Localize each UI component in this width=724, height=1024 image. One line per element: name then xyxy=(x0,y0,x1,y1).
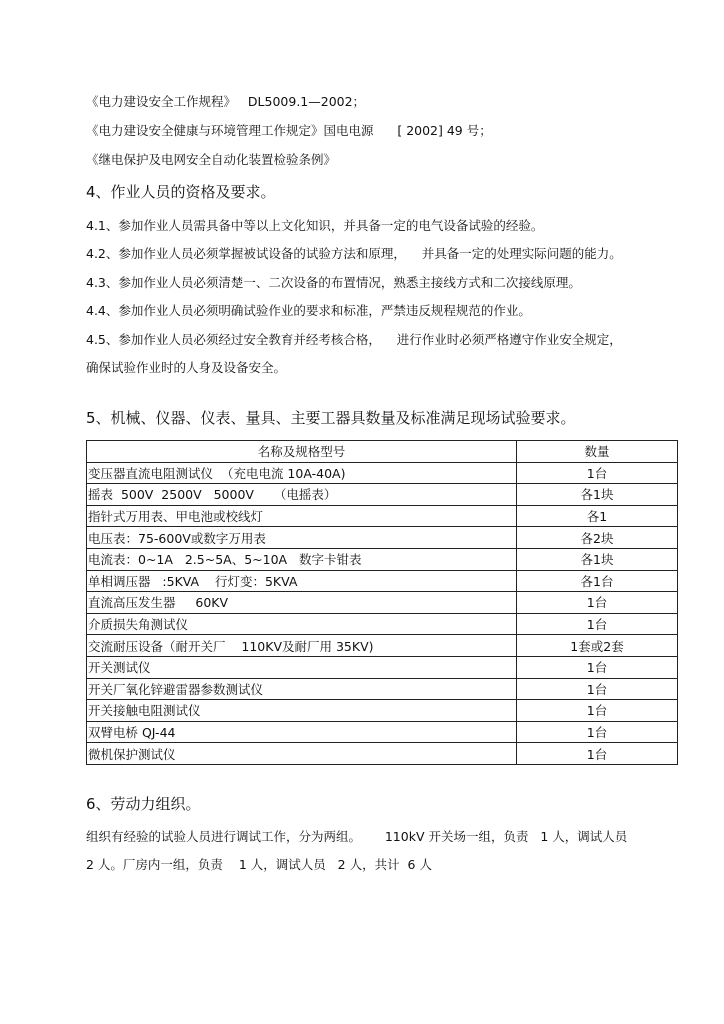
reference-line: 《继电保护及电网安全自动化装置检验条例》 xyxy=(86,152,337,167)
equipment-table xyxy=(86,440,678,765)
table-row xyxy=(87,656,678,678)
equipment-quantity: 各2块 xyxy=(517,527,678,549)
table-row xyxy=(87,484,678,506)
equipment-quantity: 1台 xyxy=(517,678,678,700)
column-header-name: 名称及规格型号 xyxy=(87,441,517,463)
equipment-quantity: 1台 xyxy=(517,592,678,614)
equipment-quantity: 1台 xyxy=(517,656,678,678)
table-row xyxy=(87,570,678,592)
equipment-quantity: 1台 xyxy=(517,462,678,484)
requirement-item: 4.1、参加作业人员需具备中等以上文化知识，并具备一定的电气设备试验的经验。 xyxy=(86,218,544,233)
equipment-name: 介质损失角测试仪 xyxy=(87,613,517,635)
table-row xyxy=(87,700,678,722)
table-row xyxy=(87,613,678,635)
paragraph-line: 组织有经验的试验人员进行调试工作，分为两组。 110kV 开关场一组，负责 1 人，调试人员 xyxy=(86,829,628,844)
equipment-name: 电流表：0~1A 2.5~5A、5~10A 数字卡钳表 xyxy=(87,548,517,570)
table-row xyxy=(87,721,678,743)
equipment-quantity: 1台 xyxy=(517,721,678,743)
reference-line: 《电力建设安全工作规程》 DL5009.1—2002； xyxy=(86,94,366,109)
equipment-quantity: 各1台 xyxy=(517,570,678,592)
table-row xyxy=(87,678,678,700)
equipment-name: 变压器直流电阻测试仪 （充电电流 10A-40A) xyxy=(87,462,517,484)
section-5-heading: 5、机械、仪器、仪表、量具、主要工器具数量及标准满足现场试验要求。 xyxy=(86,409,576,427)
equipment-name: 指针式万用表、甲电池或校线灯 xyxy=(87,505,517,527)
table-header-row xyxy=(87,441,678,463)
equipment-name: 单相调压器 :5KVA 行灯变：5KVA xyxy=(87,570,517,592)
table-row xyxy=(87,527,678,549)
equipment-name: 交流耐压设备（耐开关厂 110KV及耐厂用 35KV) xyxy=(87,635,517,657)
equipment-name: 电压表：75-600V或数字万用表 xyxy=(87,527,517,549)
equipment-quantity: 1台 xyxy=(517,700,678,722)
equipment-name: 摇表 500V 2500V 5000V （电摇表） xyxy=(87,484,517,506)
column-header-quantity: 数量 xyxy=(517,441,678,463)
equipment-name: 微机保护测试仪 xyxy=(87,743,517,765)
equipment-quantity: 1台 xyxy=(517,613,678,635)
equipment-quantity: 各1块 xyxy=(517,484,678,506)
table-row xyxy=(87,505,678,527)
table-row xyxy=(87,635,678,657)
table-row xyxy=(87,743,678,765)
equipment-quantity: 各1块 xyxy=(517,548,678,570)
paragraph-line: 2 人。厂房内一组，负责 1 人，调试人员 2 人，共计 6 人 xyxy=(86,857,432,872)
equipment-quantity: 各1 xyxy=(517,505,678,527)
equipment-quantity: 1台 xyxy=(517,743,678,765)
equipment-name: 双臂电桥 QJ-44 xyxy=(87,721,517,743)
equipment-name: 开关厂氧化锌避雷器参数测试仪 xyxy=(87,678,517,700)
equipment-name: 直流高压发生器 60KV xyxy=(87,592,517,614)
reference-line: 《电力建设安全健康与环境管理工作规定》国电电源 [ 2002] 49 号； xyxy=(86,123,492,138)
equipment-name: 开关接触电阻测试仪 xyxy=(87,700,517,722)
table-row xyxy=(87,592,678,614)
requirement-item: 4.5、参加作业人员必须经过安全教育并经考核合格， 进行作业时必须严格遵守作业安全规定， xyxy=(86,332,622,347)
requirement-item: 4.3、参加作业人员必须清楚一、二次设备的布置情况，熟悉主接线方式和二次接线原理。 xyxy=(86,275,581,290)
requirement-item-continuation: 确保试验作业时的人身及设备安全。 xyxy=(86,360,287,375)
section-4-heading: 4、作业人员的资格及要求。 xyxy=(86,183,276,201)
requirement-item: 4.2、参加作业人员必须掌握被试设备的试验方法和原理， 并具备一定的处理实际问题的能力。 xyxy=(86,246,622,261)
section-6-heading: 6、劳动力组织。 xyxy=(86,795,201,813)
table-row xyxy=(87,462,678,484)
table-row xyxy=(87,548,678,570)
equipment-quantity: 1套或2套 xyxy=(517,635,678,657)
equipment-name: 开关测试仪 xyxy=(87,656,517,678)
requirement-item: 4.4、参加作业人员必须明确试验作业的要求和标准，严禁违反规程规范的作业。 xyxy=(86,303,531,318)
